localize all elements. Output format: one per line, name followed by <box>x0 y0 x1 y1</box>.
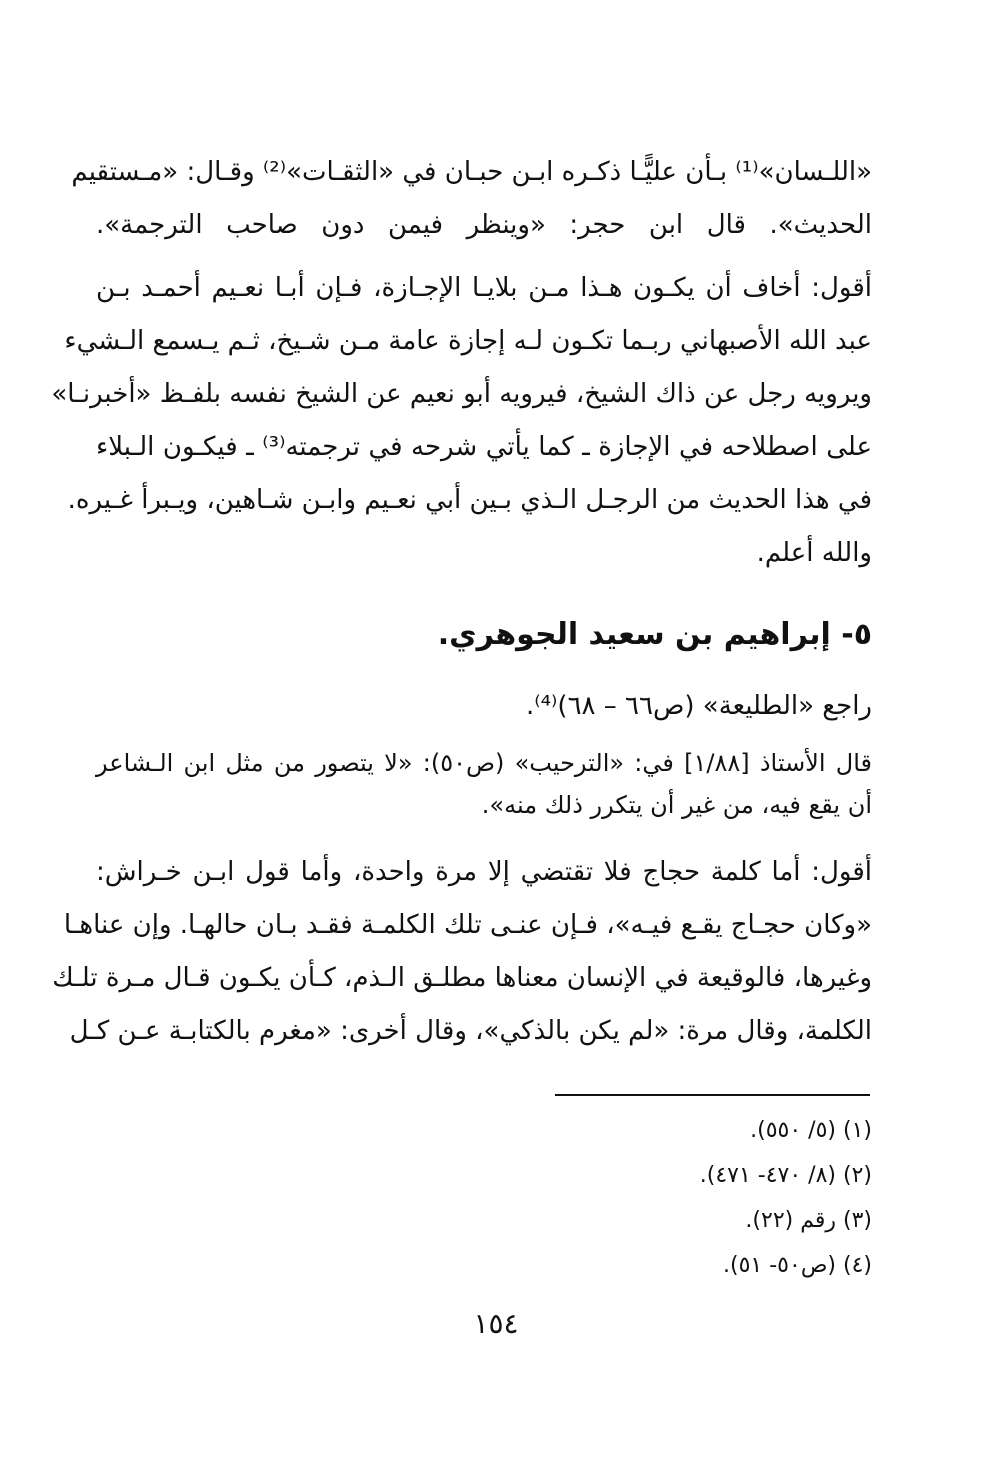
text-line: عبد الله الأصبهاني ربـما تكـون لـه إجازة عامة مـن شـيخ، ثـم يـسمع الـشيء <box>64 326 872 356</box>
reference-line: راجع «الطليعة» (ص٦٦ – ٦٨)⁽⁴⁾. <box>525 691 872 721</box>
text-line: والله أعلم. <box>756 538 872 568</box>
text-line: «اللـسان»⁽¹⁾ بـأن عليًّـا ذكـره ابـن حبـان في «الثقـات»⁽²⁾ وقـال: «مـستقيم <box>71 157 872 187</box>
paragraph-ijaza-discussion <box>51 262 872 580</box>
paragraph-ustadh-quote <box>96 742 872 826</box>
text-line: أن يقع فيه، من غير أن يتكرر ذلك منه». <box>481 791 872 819</box>
text-line: أقول: أما كلمة حجاج فلا تقتضي إلا مرة واحدة، وأما قول ابـن خـراش: <box>96 857 872 887</box>
text-line: الحديث». قال ابن حجر: «وينظر فيمن دون صاحب الترجمة». <box>96 210 872 240</box>
footnote-divider <box>555 1094 870 1096</box>
text-line: على اصطلاحه في الإجازة ـ كما يأتي شرحه في ترجمته⁽³⁾ ـ فيكـون الـبلاء <box>96 432 872 462</box>
text-line: ويرويه رجل عن ذاك الشيخ، فيرويه أبو نعيم عن الشيخ نفسه بلفـظ «أخبرنـا» <box>51 379 872 409</box>
text-line: في هذا الحديث من الرجـل الـذي بـين أبي نعـيم وابـن شـاهين، ويـبرأ غـيره. <box>67 485 872 515</box>
text-line: الكلمة، وقال مرة: «لم يكن بالذكي»، وقال أخرى: «مغرم بالكتابـة عـن كـل <box>69 1016 872 1046</box>
footnote: (٤) (ص٥٠- ٥١). <box>723 1253 872 1278</box>
text-line: قال الأستاذ [١/٨٨] في: «الترحيب» (ص٥٠): «لا يتصور من مثل ابن الـشاعر <box>96 749 872 777</box>
footnotes <box>700 1108 872 1288</box>
text-line: وغيرها، فالوقيعة في الإنسان معناها مطلـق الـذم، كـأن يكـون قـال مـرة تلـك <box>52 963 872 993</box>
paragraph-hajjaj-discussion <box>52 846 872 1058</box>
footnote: (٢) (٨/ ٤٧٠- ٤٧١). <box>699 1163 872 1188</box>
page-number: ١٥٤ <box>473 1307 519 1340</box>
footnote: (٣) رقم (٢٢). <box>745 1208 872 1233</box>
text-line: أقول: أخاف أن يكـون هـذا مـن بلايـا الإجـازة، فـإن أبـا نعـيم أحمـد بـن <box>96 273 872 303</box>
text-line: «وكان حجـاج يقـع فيـه»، فـإن عنـى تلك الكلمـة فقـد بـان حالهـا. وإن عناهـا <box>63 910 872 940</box>
entry-heading: ٥- إبراهيم بن سعيد الجوهري. <box>437 617 872 652</box>
footnote: (١) (٥/ ٥٥٠). <box>750 1118 872 1143</box>
paragraph-lisan-citation <box>71 146 872 252</box>
